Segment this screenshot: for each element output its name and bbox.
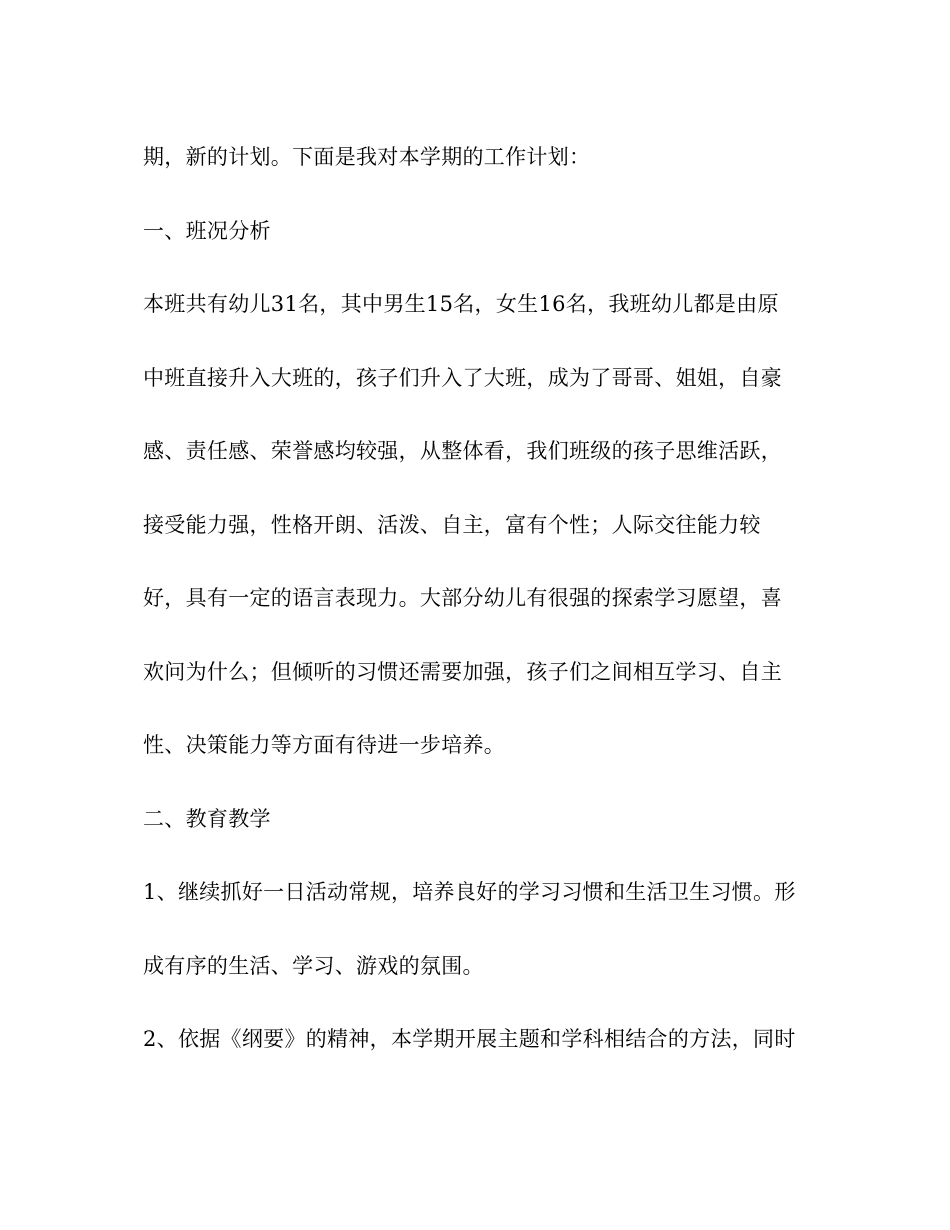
text-line-11: 1、继续抓好一日活动常规，培养良好的学习习惯和生活卫生习惯。形 <box>143 880 796 904</box>
text-line-5: 感、责任感、荣誉感均较强，从整体看，我们班级的孩子思维活跃， <box>143 439 782 463</box>
text-line-3: 本班共有幼儿31名，其中男生15名，女生16名，我班幼儿都是由原 <box>143 292 779 316</box>
section-heading-class-analysis: 一、班况分析 <box>143 218 271 243</box>
text-line-7: 好，具有一定的语言表现力。大部分幼儿有很强的探索学习愿望，喜 <box>143 586 782 610</box>
text-line-4: 中班直接升入大班的，孩子们升入了大班，成为了哥哥、姐姐，自豪 <box>143 365 782 390</box>
text-line-9: 性、决策能力等方面有待进一步培养。 <box>143 733 506 757</box>
text-line-1: 期，新的计划。下面是我对本学期的工作计划： <box>143 145 591 169</box>
text-line-8: 欢问为什么；但倾听的习惯还需要加强，孩子们之间相互学习、自主 <box>143 659 782 684</box>
text-line-12: 成有序的生活、学习、游戏的氛围。 <box>143 953 484 978</box>
text-line-6: 接受能力强，性格开朗、活泼、自主，富有个性；人际交往能力较 <box>143 512 761 537</box>
section-heading-teaching: 二、教育教学 <box>143 806 271 831</box>
document-body <box>143 138 823 1094</box>
text-line-13: 2、依据《纲要》的精神，本学期开展主题和学科相结合的方法，同时 <box>143 1027 796 1051</box>
